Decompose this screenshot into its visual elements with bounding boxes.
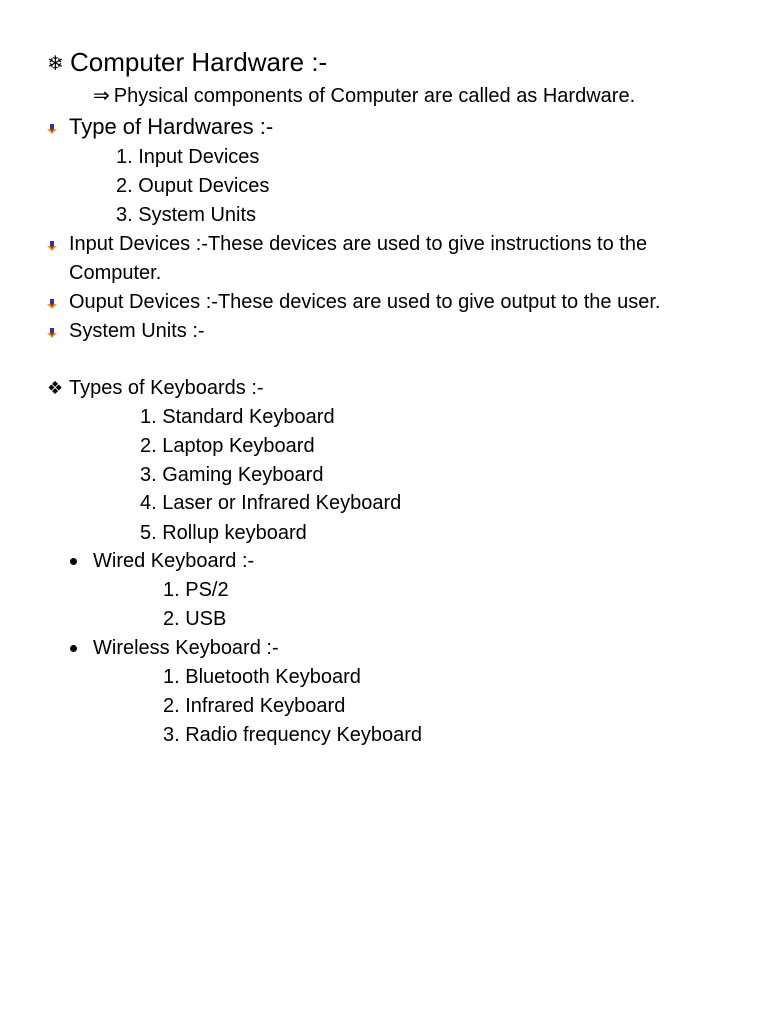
system-units-line: System Units :-	[69, 320, 205, 342]
diamond-bullet-icon: ❖	[47, 378, 64, 398]
wireless-heading: Wireless Keyboard :-	[93, 637, 279, 659]
arrow-bullet-icon	[46, 298, 58, 310]
list-item: 4. Laser or Infrared Keyboard	[140, 492, 402, 514]
keyboards-heading: Types of Keyboards :-	[69, 377, 264, 399]
wired-heading: Wired Keyboard :-	[93, 550, 255, 572]
list-item: 1. Bluetooth Keyboard	[163, 666, 361, 688]
list-item: 5. Rollup keyboard	[140, 522, 307, 544]
list-item: 2. USB	[163, 608, 227, 630]
bullet-dot-icon	[70, 558, 77, 565]
definition-line	[93, 84, 635, 108]
bullet-dot-icon	[70, 645, 77, 652]
list-item: 1. PS/2	[163, 579, 229, 601]
list-item: 2. Ouput Devices	[116, 175, 270, 197]
list-item: 3. Radio frequency Keyboard	[163, 724, 423, 746]
definition-text: Physical components of Computer are called as Hardware.	[113, 85, 636, 107]
implies-arrow-icon: ⇒	[93, 85, 110, 107]
list-item: 1. Standard Keyboard	[140, 406, 335, 428]
list-item: 2. Infrared Keyboard	[163, 695, 346, 717]
output-devices-line: Ouput Devices :-These devices are used to give output to the user.	[69, 291, 661, 313]
list-item: 3. Gaming Keyboard	[140, 464, 324, 486]
snowflake-icon: ❄	[47, 53, 64, 75]
input-devices-line1: Input Devices :-These devices are used to give instructions to the	[69, 233, 648, 255]
arrow-bullet-icon	[46, 327, 58, 339]
types-heading: Type of Hardwares :-	[69, 114, 274, 139]
arrow-bullet-icon	[46, 240, 58, 252]
input-devices-line2: Computer.	[69, 262, 162, 284]
list-item: 2. Laptop Keyboard	[140, 435, 315, 457]
page-title: Computer Hardware :-	[70, 47, 328, 77]
arrow-bullet-icon	[46, 123, 58, 135]
list-item: 3. System Units	[116, 204, 257, 226]
list-item: 1. Input Devices	[116, 146, 260, 168]
